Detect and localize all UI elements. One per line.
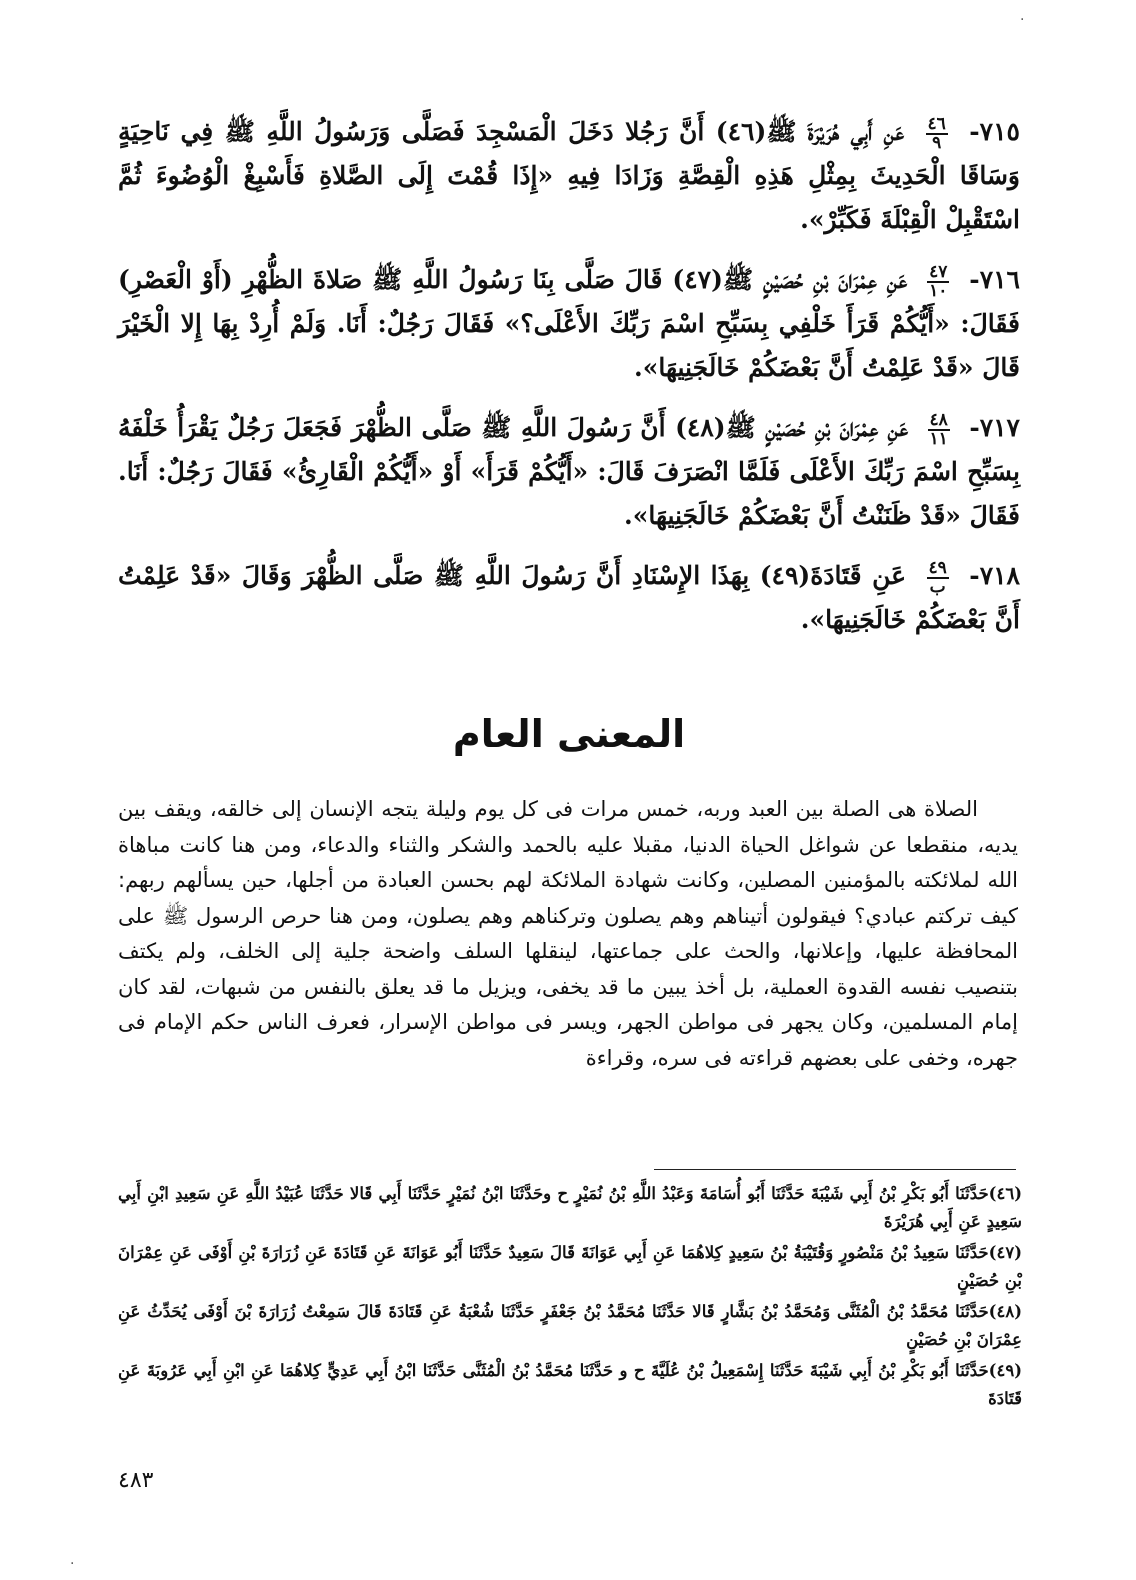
footnote-divider <box>654 1169 1016 1170</box>
hadith-text: عَنِ قَتَادَةَ(٤٩) بِهَذَا الإِسْنَادِ أَنَّ رَسُولَ اللَّهِ ﷺ صَلَّى الظُّهْرَ وَقَالَ «قَدْ عَلِمْتُ أَنَّ بَعْضَكُمْ خَالَجَنِيهَا». <box>118 561 1020 634</box>
hadith-number: ٧١٧- <box>969 413 1020 442</box>
footnote-48: (٤٨)حَدَّثَنَا مُحَمَّدُ بْنُ الْمُثَنَّى وَمُحَمَّدُ بْنُ بَشَّارٍ قَالا حَدَّثَنَا مُحَمَّدُ بْنُ جَعْفَرٍ حَدَّثَنَا شُعْبَةُ عَنِ قَتَادَةَ قَالَ سَمِعْتُ زُرَارَةَ بْنَ أَوْفَى يُحَدِّثُ عَنِ عِمْرَانَ بْنِ حُصَيْنٍ <box>118 1302 1022 1349</box>
hadith-text: عَنِ عِمْرَانَ بْنِ حُصَيْنٍ ﷺ(٤٧) قَالَ صَلَّى بِنَا رَسُولُ اللَّهِ ﷺ صَلاةَ الظُّهْرِ (أَوْ الْعَصْرِ) فَقَالَ: «أَيُّكُمْ قَرَأَ خَلْفِي بِسَبِّحِ اسْمَ رَبِّكَ الأَعْلَى؟» فَقَالَ رَجُلٌ: أَنَا. وَلَمْ أُرِدْ بِهَا إِلا الْخَيْرَ قَالَ «قَدْ عَلِمْتُ أَنَّ بَعْضَكُمْ خَالَجَنِيهَا». <box>118 265 1020 382</box>
hadith-number: ٧١٦- <box>969 265 1020 294</box>
hadith-number: ٧١٨- <box>969 561 1020 590</box>
scan-dot-top: · <box>1020 12 1025 28</box>
hadith-718 <box>118 554 1020 642</box>
section-heading: المعنى العام <box>452 712 686 756</box>
hadith-reference: $\frac{٤٨}{١١}$ <box>929 409 948 449</box>
hadith-reference: $\frac{٤٦}{٩}$ <box>927 113 946 153</box>
general-meaning-paragraph: الصلاة هى الصلة بين العبد وربه، خمس مرات فى كل يوم وليلة يتجه الإنسان إلى خالقه، ويقف بين يديه، منقطعا عن شواغل الحياة الدنيا، مقبلا عليه بالحمد والشكر والثناء والدعاء، ومن هنا كانت مباهاة الله لملائكته بالمؤمنين المصلين، وكانت شهادة الملائكة لهم بحسن العبادة من أجلها، حين يسألهم ربهم: كيف تركتم عبادي؟ فيقولون أتيناهم وهم يصلون وتركناهم وهم يصلون، ومن هنا حرص الرسول ﷺ على المحافظة عليها، وإعلانها، والحث على جماعتها، لينقلها السلف واضحة جلية إلى الخلف، ولم يكتف بتنصيب نفسه القدوة العملية، بل أخذ يبين ما قد يخفى، ويزيل ما قد يعلق بالنفس من شبهات، لقد كان إمام المسلمين، وكان يجهر فى مواطن الجهر، ويسر فى مواطن الإسرار، فعرف الناس حكم الإمام فى جهره، وخفى على بعضهم قراءته فى سره، وقراءة <box>118 797 1018 1070</box>
scan-dot-bottom: · <box>70 1556 75 1572</box>
hadith-717 <box>118 406 1020 538</box>
footnote-49: (٤٩)حَدَّثَنَا أَبُو بَكْرِ بْنُ أَبِي شَيْبَةَ حَدَّثَنَا إِسْمَعِيلُ بْنُ عُلَيَّةَ ح و حَدَّثَنَا مُحَمَّدُ بْنُ الْمُثَنَّى حَدَّثَنَا ابْنُ أَبِي عَدِيٍّ كِلاهُمَا عَنِ ابْنِ أَبِي عَرُوبَةَ عَنِ قَتَادَةَ <box>118 1361 1022 1408</box>
hadith-list <box>118 110 1020 658</box>
page-number: ٤٨٣ <box>118 1468 154 1493</box>
hadith-reference: $\frac{٤٩}{\text{ب}}$ <box>928 557 947 597</box>
footnotes <box>118 1180 1022 1416</box>
hadith-text: عَنِ عِمْرَانَ بْنِ حُصَيْنٍ ﷺ(٤٨) أَنَّ رَسُولَ اللَّهِ ﷺ صَلَّى الظُّهْرَ فَجَعَلَ رَجُلٌ يَقْرَأُ خَلْفَهُ بِسَبِّحِ اسْمَ رَبِّكَ الأَعْلَى فَلَمَّا انْصَرَفَ قَالَ: «أَيُّكُمْ قَرَأَ» أَوْ «أَيُّكُمْ الْقَارِئُ» فَقَالَ رَجُلٌ: أَنَا. فَقَالَ «قَدْ ظَنَنْتُ أَنَّ بَعْضَكُمْ خَالَجَنِيهَا». <box>118 413 1020 530</box>
hadith-text: عَنِ أَبِي هُرَيْرَةَ ﷺ(٤٦) أَنَّ رَجُلا دَخَلَ الْمَسْجِدَ فَصَلَّى وَرَسُولُ اللَّهِ ﷺ فِي نَاحِيَةٍ وَسَاقَا الْحَدِيثَ بِمِثْلِ هَذِهِ الْقِصَّةِ وَزَادَا فِيهِ «إِذَا قُمْتَ إِلَى الصَّلاةِ فَأَسْبِغْ الْوُضُوءَ ثُمَّ اسْتَقْبِلْ الْقِبْلَةَ فَكَبِّرْ». <box>118 117 1020 234</box>
hadith-number: ٧١٥- <box>969 117 1020 146</box>
footnote-46: (٤٦)حَدَّثَنَا أَبُو بَكْرِ بْنُ أَبِي شَيْبَةَ حَدَّثَنَا أَبُو أُسَامَةَ وَعَبْدُ اللَّهِ بْنُ نُمَيْرٍ ح وحَدَّثَنَا ابْنُ نُمَيْرٍ حَدَّثَنَا أَبِي قَالا حَدَّثَنَا عُبَيْدُ اللَّهِ عَنِ سَعِيدِ ابْنِ أَبِي سَعِيدٍ عَنِ أَبِي هُرَيْرَةَ <box>118 1184 1022 1231</box>
hadith-reference: $\frac{٤٧}{١٠}$ <box>929 261 948 301</box>
hadith-715 <box>118 110 1020 242</box>
footnote-47: (٤٧)حَدَّثَنَا سَعِيدُ بْنُ مَنْصُورٍ وَقُتَيْبَةُ بْنُ سَعِيدٍ كِلاهُمَا عَنِ أَبِي عَوَانَةَ قَالَ سَعِيدٌ حَدَّثَنَا أَبُو عَوَانَةَ عَنِ قَتَادَةَ عَنِ زُرَارَةَ بْنِ أَوْفَى عَنِ عِمْرَانَ بْنِ حُصَيْنٍ <box>118 1243 1022 1290</box>
hadith-716 <box>118 258 1020 390</box>
